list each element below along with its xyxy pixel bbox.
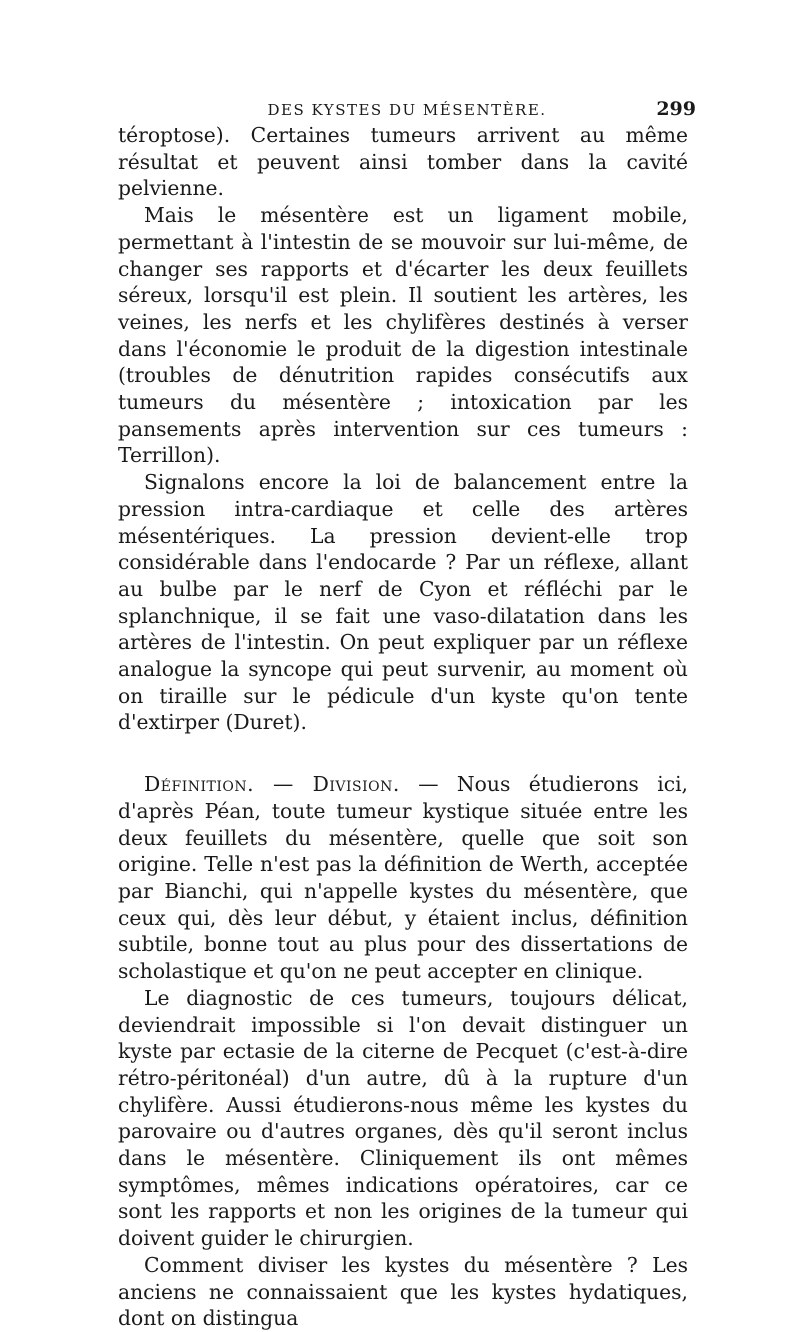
running-title: DES KYSTES DU MÉSENTÈRE. — [267, 101, 547, 119]
page-number: 299 — [656, 98, 696, 120]
paragraph-2: Mais le mésentère est un ligament mobile, permettant à l'intestin de se mouvoir sur lui-même, de changer ses rapports et d'écarter les deux feuillets séreux, lorsqu'il est plein. Il soutient les artères, les veines, les nerfs et les chylifères destinés à verser dans l'économie le produit de la digestion intestinale (troubles de dénutrition rapides consécutifs aux tumeurs du mésentère ; intoxication par les pansements après intervention sur ces tumeurs : Terrillon). — [118, 203, 688, 468]
paragraph-4-text: — Nous étudierons ici, d'après Péan, toute tumeur kystique située entre les deux feuillets du mésentère, quelle que soit son origine. Telle n'est pas la définition de Werth, acceptée par Bianchi, qui n'appelle kystes du mésentère, que ceux qui, dès leur début, y étaient inclus, définition subtile, bonne tout au plus pour des dissertations de scholastique et qu'on ne peut accepter en clinique. — [118, 772, 688, 984]
section-heading: Définition. — Division. — [144, 772, 400, 797]
paragraph-1: téroptose). Certaines tumeurs arrivent au même résultat et peuvent ainsi tomber dans la cavité pelvienne. — [118, 123, 688, 201]
body-text — [118, 122, 688, 1332]
paragraph-5: Le diagnostic de ces tumeurs, toujours délicat, deviendrait impossible si l'on devait distinguer un kyste par ectasie de la citerne de Pecquet (c'est-à-dire rétro-péritonéal) d'un autre, dû à la rupture d'un chylifère. Aussi étudierons-nous même les kystes du parovaire ou d'autres organes, dès qu'il seront inclus dans le mésentère. Cliniquement ils ont mêmes symptômes, mêmes indications opératoires, car ce sont les rapports et non les origines de la tumeur qui doivent guider le chirurgien. — [118, 985, 688, 1251]
paragraph-4 — [118, 771, 688, 985]
paragraph-3: Signalons encore la loi de balancement entre la pression intra-cardiaque et celle des artères mésentériques. La pression devient-elle trop considérable dans l'endocarde ? Par un réflexe, allant au bulbe par le nerf de Cyon et réfléchi par le splanchnique, il se fait une vaso-dilatation dans les artères de l'intestin. On peut expliquer par un réflexe analogue la syncope qui peut survenir, au moment où on tiraille sur le pédicule d'un kyste qu'on tente d'extirper (Duret). — [118, 470, 688, 735]
paragraph-6: Comment diviser les kystes du mésentère ? Les anciens ne connaissaient que les kystes hydatiques, dont on distingua — [118, 1252, 688, 1331]
running-head — [118, 98, 696, 122]
